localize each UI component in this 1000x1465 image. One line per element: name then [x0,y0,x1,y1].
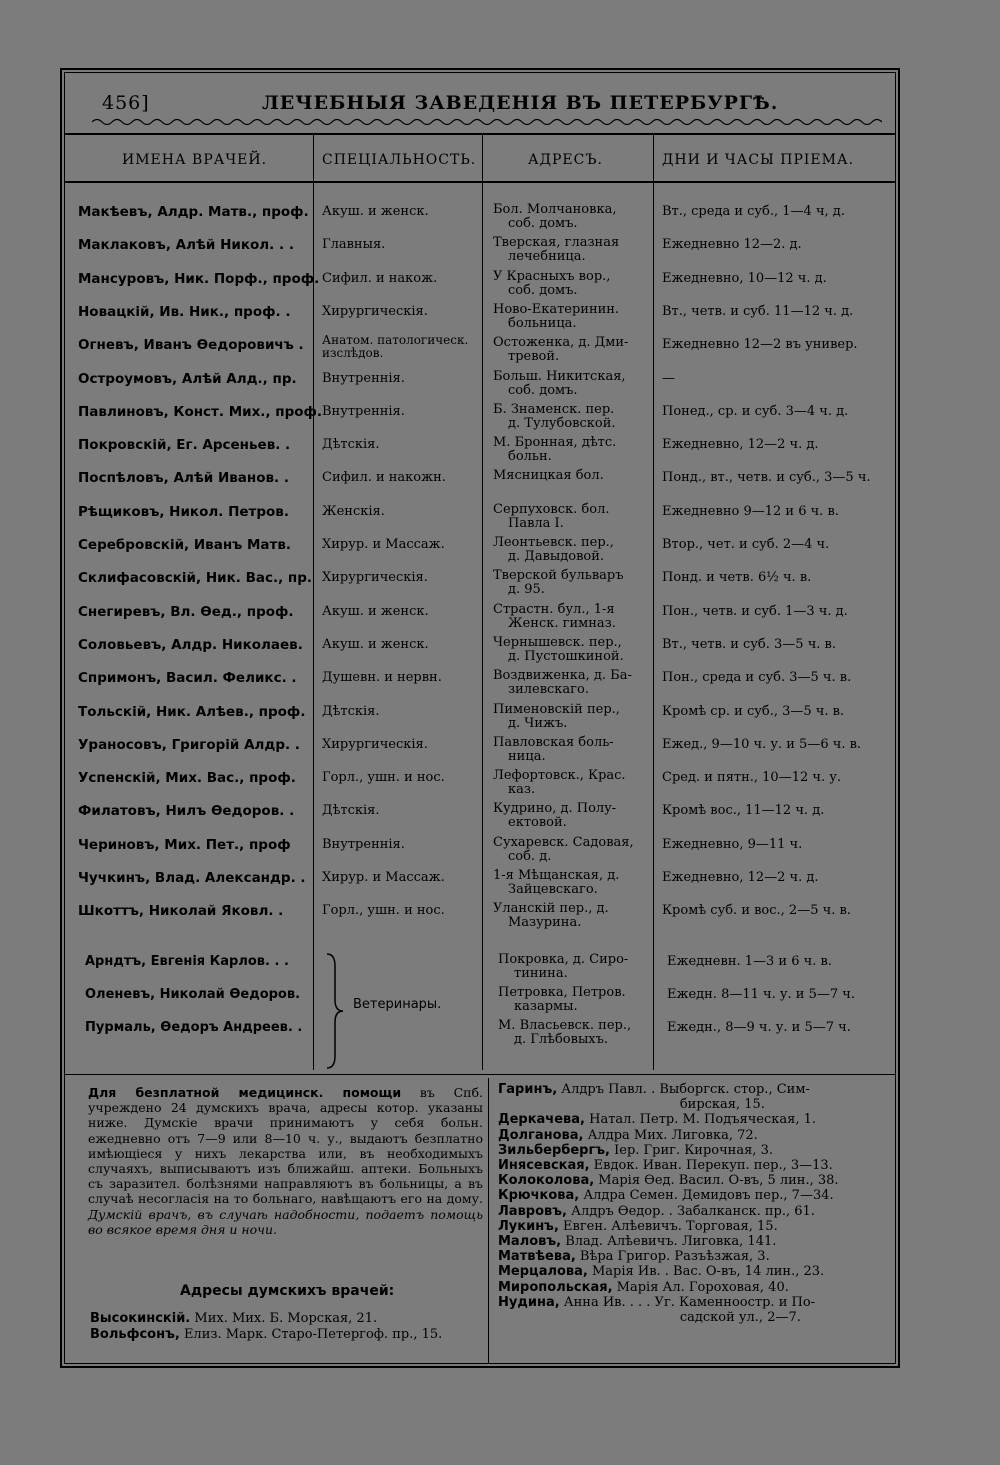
address-line-1: Павловская боль- [493,734,614,750]
wavy-rule [92,117,882,127]
table-row [0,869,1000,903]
duma-doctor: Нудина, Анна Ив. . . . Уг. Каменноостр. и По- [498,1294,816,1310]
address-line-1: М. Бронная, дѣтс. [493,435,617,451]
specialty: Внутреннія. [322,836,405,852]
duma-doctor: Инясевская, Евдок. Иван. Перекуп. пер., 3—13. [498,1158,833,1173]
header-rule-bottom [64,181,896,183]
table-row [0,703,1000,737]
hours: Кромѣ суб. и вос., 2—5 ч. в. [662,903,851,919]
address-line-1: У Красныхъ вор., [493,268,611,284]
duma-doctor: бирская, 15. [498,1097,765,1113]
doctor-name: Чучкинъ, Влад. Александр. . [78,870,306,886]
address-line-1: Уланскій пер., д. [493,901,609,917]
vet-name: Арндтъ, Евгенія Карлов. . . [85,954,289,969]
duma-doctor: Матвѣева, Вѣра Григор. Разъѣзжая, 3. [498,1249,770,1265]
specialty: Горл., ушн. и нос. [322,903,445,919]
table-row [0,333,1000,370]
address-line-1: Сухаревск. Садовая, [493,834,634,850]
doctor-name: Спримонъ, Васил. Феликс. . [78,670,297,687]
duma-doctor: садской ул., 2—7. [498,1310,801,1325]
duma-doctor: Зильбербергъ, Іер. Григ. Кирочная, 3. [498,1142,773,1158]
table-row [0,902,1000,936]
table-row [0,270,1000,304]
hours: Пон., среда и суб. 3—5 ч. в. [662,670,852,686]
duma-left-1: Вольфсонъ, Елиз. Марк. Старо-Петергоф. пр., 15. [90,1327,443,1342]
address-line-1: Бол. Молчановка, [493,202,617,217]
specialty: Внутреннія. [322,370,405,386]
vet-address-line-1: М. Власьевск. пер., [498,1018,632,1033]
table-row [0,802,1000,836]
note-italic: Думскій врачъ, въ случаѣ надобности, подаетъ помощь во всякое время дня и ночи. [88,1206,483,1237]
table-row [0,636,1000,670]
table-row [0,203,1000,237]
table-row [0,836,1000,870]
address-line-1: Кудрино, д. Полу- [493,801,617,817]
doctor-name: Соловьевъ, Алдр. Николаев. [78,636,303,653]
duma-doctor: Лавровъ, Алдръ Ѳедор. . Забалканск. пр., 61. [498,1203,815,1219]
doctor-name: Макѣевъ, Алдр. Матв., проф. [78,204,309,220]
page-title: ЛЕЧЕБНЫЯ ЗАВЕДЕНІЯ ВЪ ПЕТЕРБУРГѢ. [262,92,779,114]
vet-hours: Ежедневн. 1—3 и 6 ч. в. [667,954,832,969]
doctor-name: Павлиновъ, Конст. Мих., проф. [78,403,323,420]
address-line-1: Серпуховск. бол. [493,501,610,517]
table-row [0,603,1000,637]
specialty: Сифил. и накож. [322,270,438,286]
bottom-divider [488,1078,489,1363]
doctor-name: Склифасовскій, Ник. Вас., пр. [78,570,313,587]
address-line-1: Ново-Екатеринин. [493,301,620,317]
specialty: Хирургическія. [322,303,428,319]
doctor-name: Снегиревъ, Вл. Ѳед., проф. [78,603,294,620]
hours: Ежедневно, 12—2 ч. д. [662,870,819,885]
address-line-2: ница. [508,748,546,764]
vet-name: Оленевъ, Николай Ѳедоров. [85,987,301,1002]
specialty: Хирургическія. [322,570,428,586]
note-body: въ Спб. учреждено 24 думскихъ врача, адресы котор. указаны ниже. Думскіе врачи принимаютъ у себя больн. ежедневно отъ 7—9 или 8—10 ч. у., выдаютъ безплатно имѣющіеся у нихъ лекарства или, въ необходимыхъ случаяхъ, выписываютъ изъ ближайш. аптеки. Больныхъ съ заразител. болѣзнями направляютъ въ больницы, а въ случаѣ несогласія на то больнаго, навѣщаютъ его на дому. [88,1085,483,1207]
duma-doctor: Долганова, Алдра Мих. Лиговка, 72. [498,1127,758,1143]
address-line-1: Тверской бульваръ [493,568,624,584]
address-line-2: д. Пустошкиной. [508,648,624,664]
address-line-2: соб. домъ. [508,382,578,398]
address-line-2: больн. [508,449,552,465]
address-line-2: соб. домъ. [508,216,578,231]
specialty: Душевн. и нервн. [322,670,442,686]
hours: Ежедневно 9—12 и 6 ч. в. [662,503,839,519]
doctor-name: Чериновъ, Мих. Пет., проф [78,836,291,853]
hours: Понед., ср. и суб. 3—4 ч. д. [662,403,849,419]
table-row [0,769,1000,803]
vet-address-line-1: Петровка, Петров. [498,985,626,1000]
vet-address-line-2: тинина. [514,966,568,981]
address-line-2: Женск. гимназ. [508,615,616,631]
specialty: Женскія. [322,503,385,519]
duma-left-0: Высокинскій. Мих. Мих. Б. Морская, 21. [90,1311,378,1326]
doctor-name: Филатовъ, Нилъ Ѳедоров. . [78,803,295,820]
table-row [0,236,1000,270]
duma-doctor: Деркачева, Натал. Петр. М. Подъяческая, 1. [498,1112,817,1128]
vet-hours: Ежедн., 8—9 ч. у. и 5—7 ч. [667,1020,851,1035]
duma-doctor: Крючкова, Алдра Семен. Демидовъ пер., 7—34. [498,1188,834,1204]
table-row [0,370,1000,404]
hours: Ежед., 9—10 ч. у. и 5—6 ч. в. [662,736,862,752]
hours: Ежедневно, 10—12 ч. д. [662,270,827,286]
address-line-2: соб. д. [508,848,552,864]
vet-label: Ветеринары. [353,997,442,1012]
header-names: ИМЕНА ВРАЧЕЙ. [122,152,268,168]
specialty: Дѣтскія. [322,803,380,819]
address-line-2: Павла I. [508,515,564,531]
hours: Ежедневно 12—2. д. [662,237,802,253]
header-rule-top [64,133,896,135]
address-line-2: Мазурина. [508,915,582,931]
specialty: Хирур. и Массаж. [322,537,445,552]
address-line-1: Тверская, глазная [493,235,620,251]
duma-heading: Адресы думскихъ врачей: [180,1283,395,1299]
hours: Кромѣ ср. и суб., 3—5 ч. в. [662,703,845,719]
address-line-2: Зайцевскаго. [508,882,598,897]
table-row [0,436,1000,470]
address-line-1: Страстн. бул., 1-я [493,601,615,617]
specialty: Акуш. и женск. [322,603,429,619]
table-row [0,669,1000,703]
doctor-name: Мансуровъ, Ник. Порф., проф. [78,270,320,287]
specialty: Акуш. и женск. [322,204,429,219]
address-line-1: Лефортовск., Крас. [493,768,626,784]
address-line-2: д. Чижъ. [508,715,568,731]
table-end-rule [64,1074,896,1075]
doctor-name: Новацкій, Ив. Ник., проф. . [78,303,291,320]
hours: Понд. и четв. 6½ ч. в. [662,570,812,586]
hours: Ежедневно, 9—11 ч. [662,836,803,852]
address-line-2: тревой. [508,349,560,365]
address-line-1: Больш. Никитская, [493,368,626,384]
free-care-note [88,1085,483,1237]
hours: Сред. и пятн., 10—12 ч. у. [662,770,842,786]
vet-address-line-1: Покровка, д. Сиро- [498,952,629,967]
hours: Втор., чет. и суб. 2—4 ч. [662,537,830,552]
doctor-name: Рѣщиковъ, Никол. Петров. [78,503,289,520]
address-line-2: зилевскаго. [508,682,589,698]
vet-name: Пурмаль, Ѳедоръ Андреев. . [85,1020,303,1035]
duma-doctor: Миропольская, Марія Ал. Гороховая, 40. [498,1279,789,1295]
specialty: Внутреннія. [322,403,405,419]
doctor-name: Серебровскій, Иванъ Матв. [78,537,292,553]
doctor-name: Маклаковъ, Алѣй Никол. . . [78,237,294,254]
doctor-name: Поспѣловъ, Алѣй Иванов. . [78,470,289,487]
table-row [0,503,1000,537]
address-line-2: каз. [508,782,536,798]
header-address: АДРЕСЪ. [528,152,603,168]
duma-doctor: Мерцалова, Марія Ив. . Вас. О-въ, 14 лин., 23. [498,1264,825,1280]
address-line-1: 1-я Мѣщанская, д. [493,868,620,883]
address-line-1: Остоженка, д. Дми- [493,335,629,351]
table-row [0,469,1000,503]
specialty: Дѣтскія. [322,437,380,453]
header-specialty: СПЕЦІАЛЬНОСТЬ. [322,152,477,168]
duma-doctor: Маловъ, Влад. Алѣевичъ. Лиговка, 141. [498,1234,777,1249]
vet-address-line-2: казармы. [514,999,578,1014]
address-line-1: Б. Знаменск. пер. [493,401,615,417]
table-row [0,736,1000,770]
specialty: Акуш. и женск. [322,636,429,652]
doctor-name: Покровскій, Ег. Арсеньев. . [78,437,291,454]
duma-doctor: Колоколова, Марія Ѳед. Васил. О-въ, 5 лин., 38. [498,1173,839,1189]
address-line-2: д. 95. [508,582,545,598]
address-line-1: Чернышевск. пер., [493,634,622,650]
duma-doctor: Гаринъ, Алдръ Павл. . Выборгск. стор., Сим- [498,1082,810,1097]
doctor-name: Тольскій, Ник. Алѣев., проф. [78,703,306,720]
table-row [0,536,1000,570]
hours: Ежедневно, 12—2 ч. д. [662,437,819,453]
vet-brace [325,952,345,1070]
specialty: Хирур. и Массаж. [322,870,445,885]
vet-hours: Ежедн. 8—11 ч. у. и 5—7 ч. [667,987,855,1002]
address-line-2: ектовой. [508,815,567,831]
address-line-1: Воздвиженка, д. Ба- [493,668,632,684]
hours: Ежедневно 12—2 въ универ. [662,337,858,353]
table-row [0,303,1000,337]
doctor-name: Шкоттъ, Николай Яковл. . [78,903,284,920]
specialty: Хирургическія. [322,736,428,752]
hours: Вт., четв. и суб. 3—5 ч. в. [662,636,837,652]
doctor-name: Ураносовъ, Григорій Алдр. . [78,736,300,753]
specialty: Главныя. [322,237,386,253]
table-row [0,569,1000,603]
doctor-name: Огневъ, Иванъ Ѳедоровичъ . [78,337,304,354]
specialty: Горл., ушн. и нос. [322,770,445,786]
vet-address-line-2: д. Глѣбовыхъ. [514,1032,609,1047]
header-hours: ДНИ И ЧАСЫ ПРІЕМА. [662,152,855,168]
address-line-1: Мясницкая бол. [493,468,604,484]
note-lead: Для безплатной медицинск. помощи [88,1085,402,1100]
table-row [0,403,1000,437]
hours: — [662,370,675,386]
duma-doctor: Лукинъ, Евген. Алѣевичъ. Торговая, 15. [498,1218,778,1234]
doctor-name: Остроумовъ, Алѣй Алд., пр. [78,370,297,387]
hours: Пон., четв. и суб. 1—3 ч. д. [662,603,848,619]
hours: Вт., четв. и суб. 11—12 ч. д. [662,303,854,319]
hours: Кромѣ вос., 11—12 ч. д. [662,803,825,819]
specialty: Сифил. и накожн. [322,470,446,486]
page-number: 456] [102,92,150,114]
address-line-2: соб. домъ. [508,282,578,298]
address-line-2: лечебница. [508,249,586,265]
specialty: Анатом. патологическ. изслѣдов. [322,333,469,361]
address-line-2: д. Тулубовской. [508,415,616,431]
address-line-2: больница. [508,315,577,331]
hours: Понд., вт., четв. и суб., 3—5 ч. [662,470,871,486]
address-line-1: Леонтьевск. пер., [493,535,614,550]
doctor-name: Успенскій, Мих. Вас., проф. [78,770,296,787]
address-line-2: д. Давыдовой. [508,549,605,564]
specialty: Дѣтскія. [322,703,380,719]
address-line-1: Пименовскій пер., [493,701,620,717]
hours: Вт., среда и суб., 1—4 ч, д. [662,204,845,219]
